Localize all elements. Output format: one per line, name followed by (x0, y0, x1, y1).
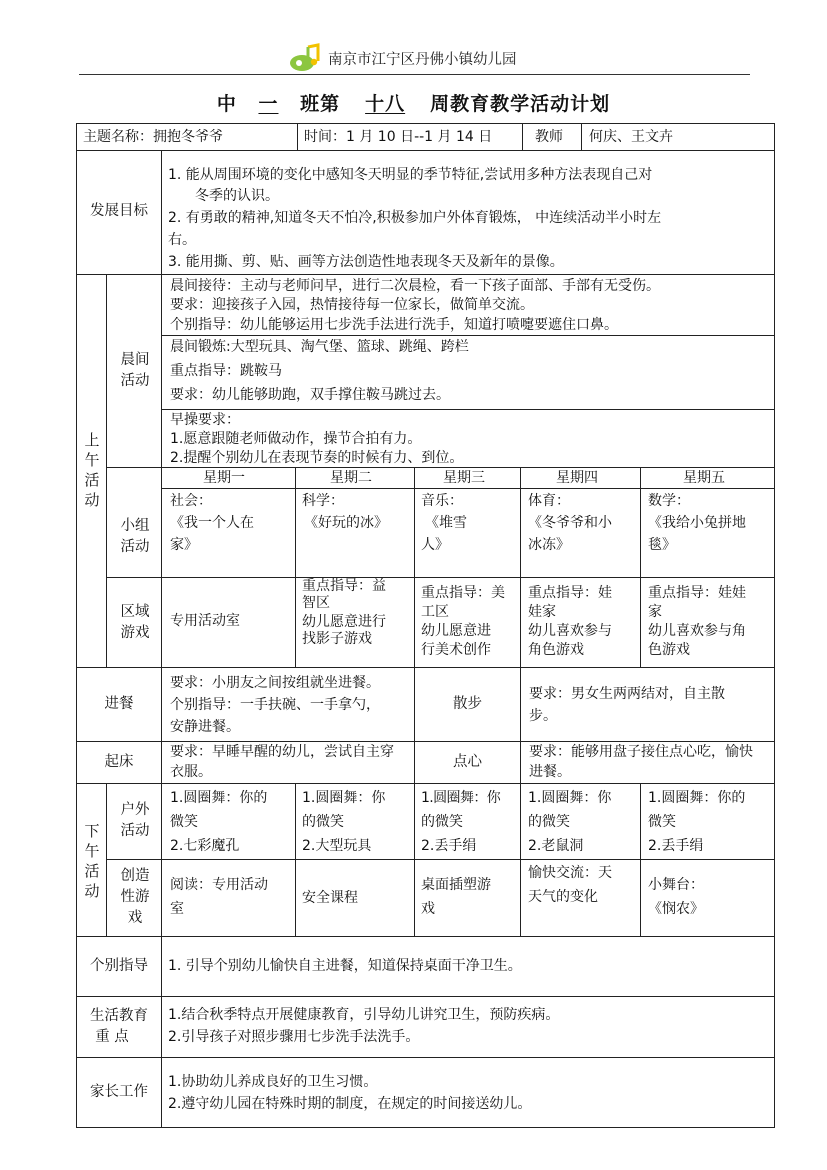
area-text: 色游戏 (648, 642, 690, 658)
goals-cell (161, 150, 775, 275)
theme-cell (76, 123, 298, 151)
area-text: 找影子游戏 (302, 631, 372, 647)
creative-cell-tue (295, 859, 415, 937)
weekday-header (520, 467, 641, 489)
creative-text: 《悯农》 (648, 901, 704, 917)
creative-text: 小舞台： (648, 877, 704, 893)
area-text: 幼儿愿意进 (421, 623, 491, 639)
parent-label-cell (76, 1057, 162, 1128)
outdoor-text: 2.丢手绢 (421, 838, 477, 854)
area-cell-tue (295, 577, 415, 668)
group-text: 毯》 (648, 537, 676, 553)
group-cell-tue (295, 488, 415, 578)
group-label: 小组活动 (120, 518, 150, 555)
creative-cell-wed (414, 859, 521, 937)
reception-line: 晨间接待：主动与老师问早，进行二次晨检，看一下孩子面部、手部有无受伤。 (170, 278, 660, 294)
meal-label-cell (76, 667, 162, 742)
drill-line: 1.愿意跟随老师做动作，操节合拍有力。 (170, 431, 422, 447)
creative-text: 戏 (421, 901, 435, 917)
outdoor-text: 1.圆圈舞：你的 (648, 790, 746, 806)
individual-label-cell (76, 936, 162, 997)
area-cell-mon (161, 577, 296, 668)
title-class: 一 (258, 93, 279, 115)
outdoor-text: 微笑 (170, 814, 198, 830)
life-label-1: 生活教育 (90, 1008, 148, 1024)
area-cell-fri (640, 577, 775, 668)
creative-text: 阅读：专用活动 (170, 877, 268, 893)
parent-text: 2.遵守幼儿园在特殊时期的制度，在规定的时间接送幼儿。 (168, 1096, 532, 1112)
outdoor-text: 微笑 (648, 814, 676, 830)
area-text: 重点指导：娃 (528, 585, 612, 601)
area-text: 角色游戏 (528, 642, 584, 658)
outdoor-text: 2.老鼠洞 (528, 838, 584, 854)
goals-label: 发展目标 (90, 203, 148, 219)
snack-cell (520, 741, 775, 784)
group-text: 《冬爷爷和小 (528, 515, 612, 531)
snack-text: 要求：能够用盘子接住点心吃，愉快 (529, 744, 753, 760)
weekday-label: 星期四 (556, 470, 598, 486)
wake-text: 要求：早睡早醒的幼儿，尝试自主穿 (170, 744, 394, 760)
weekday-label: 星期三 (443, 470, 485, 486)
goal-line: 冬季的认识。 (195, 188, 279, 204)
outdoor-text: 2.大型玩具 (302, 838, 372, 854)
outdoor-cell-fri (640, 783, 775, 860)
group-text: 科学： (302, 493, 344, 509)
outdoor-text: 2.丢手绢 (648, 838, 704, 854)
creative-text: 天气的变化 (528, 889, 598, 905)
creative-label: 创造性游戏 (120, 868, 150, 926)
group-cell-fri (640, 488, 775, 578)
group-text: 《好玩的冰》 (304, 515, 388, 531)
creative-label-cell (106, 859, 162, 937)
weekday-label: 星期二 (330, 470, 372, 486)
life-cell (161, 996, 775, 1058)
teacher-names: 何庆、王文卉 (589, 129, 673, 145)
wake-cell (161, 741, 415, 784)
area-cell-thu (520, 577, 641, 668)
group-label-cell (106, 467, 162, 578)
life-text: 1.结合秋季特点开展健康教育，引导幼儿讲究卫生，预防疾病。 (168, 1007, 560, 1023)
reception-line: 要求：迎接孩子入园，热情接待每一位家长，做简单交流。 (170, 297, 534, 313)
goals-label-cell (76, 150, 162, 275)
drill-line: 2.提醒个别幼儿在表现节奏的时候有力、到位。 (170, 450, 464, 466)
area-label: 区域游戏 (120, 604, 150, 641)
morning-section-label: 上午活动 (84, 431, 100, 509)
creative-text: 愉快交流：天 (528, 865, 612, 881)
area-text: 重点指导：美 (421, 585, 505, 601)
snack-text: 进餐。 (529, 764, 571, 780)
parent-cell (161, 1057, 775, 1128)
creative-cell-fri (640, 859, 775, 937)
creative-text: 室 (170, 901, 184, 917)
teacher-cell (581, 123, 775, 151)
snack-label: 点心 (453, 754, 482, 770)
title-prefix: 中 (216, 93, 237, 115)
teacher-label-cell (522, 123, 582, 151)
outdoor-text: 2.七彩魔孔 (170, 838, 240, 854)
teacher-label: 教师 (535, 129, 563, 145)
goal-line: 1. 能从周围环境的变化中感知冬天明显的季节特征,尝试用多种方法表现自己对 (168, 167, 653, 183)
exercise-line: 重点指导：跳鞍马 (170, 363, 282, 379)
goal-line: 2. 有勇敢的精神,知道冬天不怕冷,积极参加户外体育锻炼， 中连续活动半小时左 (168, 210, 662, 226)
outdoor-text: 的微笑 (528, 814, 570, 830)
area-text: 重点指导：娃娃 (648, 585, 746, 601)
individual-text: 1. 引导个别幼儿愉快自主进餐，知道保持桌面干净卫生。 (168, 958, 522, 974)
exercise-line: 晨间锻炼:大型玩具、淘气堡、篮球、跳绳、跨栏 (170, 339, 469, 355)
creative-text: 桌面插塑游 (421, 877, 491, 893)
theme-text: 主题名称：拥抱冬爷爷 (83, 129, 223, 145)
title-mid: 班第 (300, 93, 341, 115)
area-cell-wed (414, 577, 521, 668)
weekday-header (414, 467, 521, 489)
individual-label: 个别指导 (90, 958, 148, 974)
morning-section-cell (76, 274, 107, 668)
weekday-label: 星期一 (203, 470, 245, 486)
group-text: 数学： (648, 493, 690, 509)
walk-text: 要求：男女生两两结对，自主散 (529, 686, 725, 702)
group-text: 《堆雪 (425, 515, 467, 531)
life-label-cell (76, 996, 162, 1058)
group-text: 人》 (421, 537, 449, 553)
group-text: 社会： (170, 493, 212, 509)
outdoor-text: 1.圆圈舞：你 (528, 790, 612, 806)
meal-text: 要求：小朋友之间按组就坐进餐。 (170, 675, 380, 691)
outdoor-label: 户外活动 (120, 802, 150, 839)
walk-label: 散步 (453, 696, 482, 712)
area-text: 专用活动室 (170, 613, 240, 629)
outdoor-cell-wed (414, 783, 521, 860)
afternoon-section-cell (76, 783, 107, 937)
area-text: 幼儿喜欢参与 (528, 623, 612, 639)
time-text: 时间：1 月 10 日--1 月 14 日 (304, 129, 493, 145)
creative-cell-mon (161, 859, 296, 937)
reception-cell (161, 274, 775, 336)
parent-label: 家长工作 (90, 1084, 148, 1100)
wake-label-cell (76, 741, 162, 784)
creative-text: 安全课程 (302, 890, 358, 906)
goal-line: 右。 (168, 232, 196, 248)
walk-text: 步。 (529, 708, 557, 724)
individual-cell (161, 936, 775, 997)
exercise-cell (161, 335, 775, 410)
meal-label: 进餐 (104, 696, 134, 712)
group-cell-thu (520, 488, 641, 578)
area-text: 幼儿喜欢参与角 (648, 623, 746, 639)
title-suffix: 周教育教学活动计划 (430, 93, 611, 115)
page-title (0, 89, 827, 116)
area-text: 工区 (421, 604, 449, 620)
outdoor-cell-thu (520, 783, 641, 860)
walk-cell (520, 667, 775, 742)
meal-text: 个别指导：一手扶碗、一手拿勺， (170, 697, 380, 713)
outdoor-text: 1.圆圈舞：你 (302, 790, 386, 806)
outdoor-text: 1.圆圈舞：你 (421, 790, 501, 806)
wake-label: 起床 (104, 754, 134, 770)
group-text: 冰冻》 (528, 537, 570, 553)
meal-cell (161, 667, 415, 742)
weekday-header (295, 467, 415, 489)
goal-line: 3. 能用撕、剪、贴、画等方法创造性地表现冬天及新年的景像。 (168, 254, 564, 270)
outdoor-cell-mon (161, 783, 296, 860)
weekday-header (161, 467, 296, 489)
life-label-2: 重 点 (95, 1029, 129, 1045)
weekday-label: 星期五 (683, 470, 725, 486)
afternoon-section-label: 下午活动 (84, 822, 100, 900)
drill-line: 早操要求： (170, 412, 240, 428)
meal-text: 安静进餐。 (170, 719, 240, 735)
chen-label-cell (106, 274, 162, 468)
area-text: 智区 (302, 595, 330, 611)
area-label-cell (106, 577, 162, 668)
group-cell-wed (414, 488, 521, 578)
wake-text: 衣服。 (170, 764, 212, 780)
outdoor-text: 的微笑 (421, 814, 463, 830)
school-logo-icon (288, 43, 322, 73)
walk-label-cell (414, 667, 521, 742)
outdoor-label-cell (106, 783, 162, 860)
parent-text: 1.协助幼儿养成良好的卫生习惯。 (168, 1074, 378, 1090)
area-text: 幼儿愿意进行 (302, 614, 386, 630)
area-text: 行美术创作 (421, 642, 491, 658)
group-text: 体育： (528, 493, 570, 509)
weekday-header (640, 467, 775, 489)
outdoor-text: 的微笑 (302, 814, 344, 830)
group-text: 音乐： (421, 493, 463, 509)
school-header (288, 41, 517, 75)
snack-label-cell (414, 741, 521, 784)
life-text: 2.引导孩子对照步骤用七步洗手法洗手。 (168, 1029, 420, 1045)
group-text: 《我给小兔拼地 (648, 515, 746, 531)
time-cell (297, 123, 523, 151)
outdoor-cell-tue (295, 783, 415, 860)
school-name: 南京市江宁区丹佛小镇幼儿园 (328, 51, 517, 68)
creative-cell-thu (520, 859, 641, 937)
group-text: 《我一个人在 (170, 515, 254, 531)
area-text: 家 (648, 604, 662, 620)
outdoor-text: 1.圆圈舞：你的 (170, 790, 268, 806)
group-cell-mon (161, 488, 296, 578)
area-text: 重点指导：益 (302, 578, 386, 594)
title-week: 十八 (365, 93, 406, 115)
exercise-line: 要求：幼儿能够助跑，双手撑住鞍马跳过去。 (170, 387, 450, 403)
drill-cell (161, 409, 775, 468)
header-divider (79, 74, 750, 75)
reception-line: 个别指导：幼儿能够运用七步洗手法进行洗手，知道打喷嚏要遮住口鼻。 (170, 317, 618, 333)
group-text: 家》 (170, 537, 198, 553)
area-text: 娃家 (528, 604, 556, 620)
chen-label: 晨间活动 (120, 352, 150, 389)
